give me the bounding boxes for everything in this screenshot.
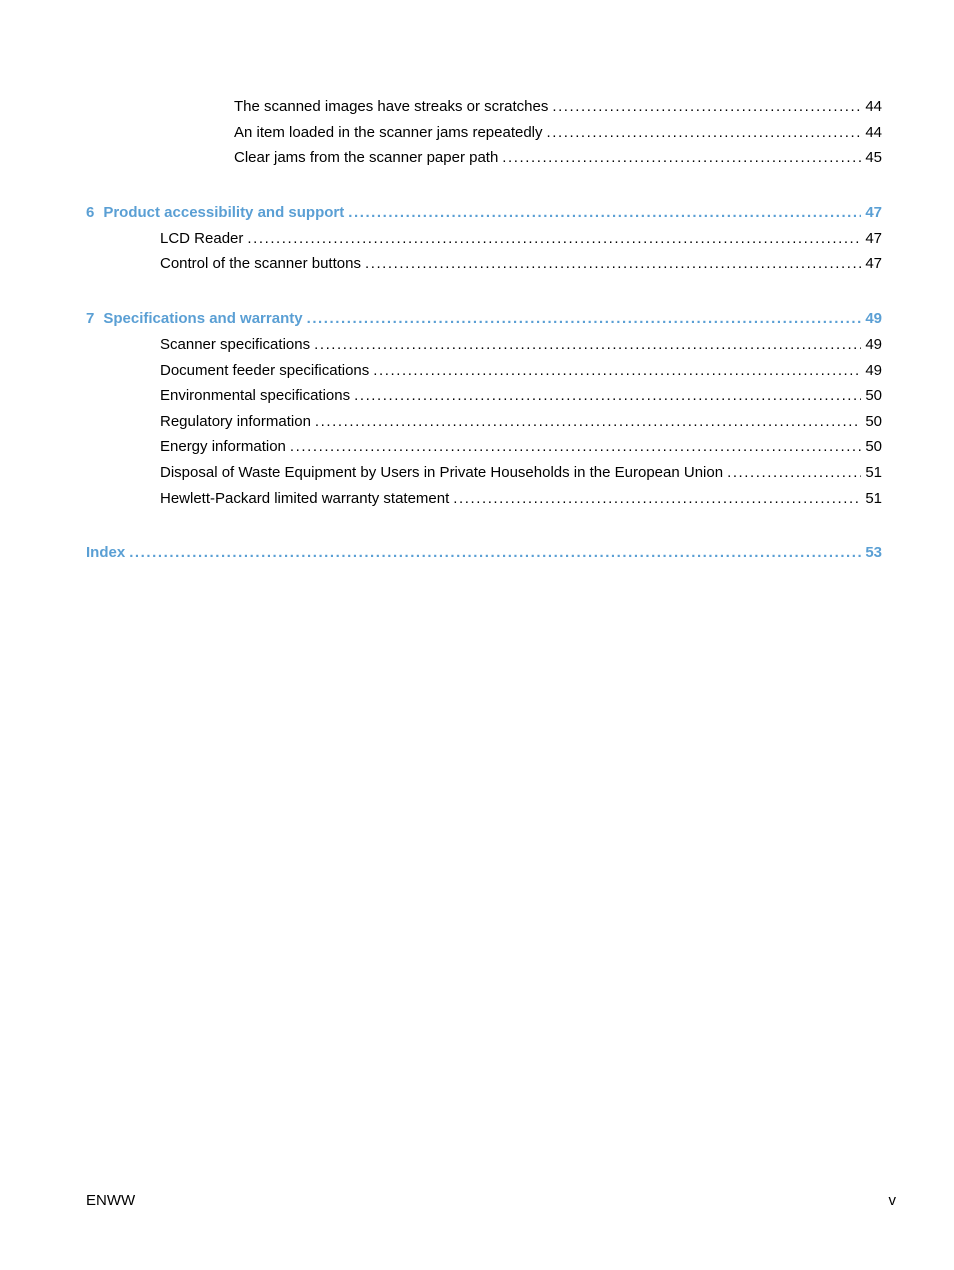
toc-chapter-6[interactable] <box>86 199 882 226</box>
toc-entry-jams-repeatedly[interactable] <box>86 120 882 146</box>
chapter-title <box>86 305 307 332</box>
toc-entry-page: 49 <box>865 335 882 353</box>
toc-entry-page: 49 <box>865 361 882 379</box>
toc-entry-title: An item loaded in the scanner jams repeatedly <box>234 120 547 146</box>
toc-entry-scanner-buttons[interactable] <box>86 251 882 277</box>
toc-entry-title: Environmental specifications <box>160 383 354 409</box>
footer-document-code: ENWW <box>86 1192 136 1209</box>
toc-entry-page: 44 <box>865 98 882 115</box>
chapter-number: 7 <box>86 309 95 327</box>
chapter-page: 49 <box>865 309 882 327</box>
dot-leader <box>727 460 861 486</box>
chapter-title-text: Product accessibility and support <box>103 203 345 221</box>
table-of-contents <box>86 94 882 566</box>
toc-entry-title: The scanned images have streaks or scratches <box>234 94 552 120</box>
chapter-title <box>86 199 348 226</box>
chapter-title-text: Specifications and warranty <box>103 309 303 327</box>
toc-entry-page: 44 <box>865 123 882 141</box>
toc-entry-title: Hewlett-Packard limited warranty statement <box>160 486 453 512</box>
footer-page-number: v <box>888 1192 896 1209</box>
toc-entry-disposal-of-waste[interactable] <box>86 460 882 486</box>
toc-entry-clear-jams[interactable] <box>86 145 882 171</box>
dot-leader <box>453 486 861 512</box>
dot-leader <box>365 251 861 277</box>
toc-entry-page: 50 <box>865 438 882 456</box>
toc-entry-title: Control of the scanner buttons <box>160 251 365 277</box>
toc-entry-page: 47 <box>865 255 882 273</box>
toc-entry-page: 50 <box>865 412 882 430</box>
toc-entry-page: 47 <box>865 229 882 247</box>
dot-leader <box>354 383 861 409</box>
dot-leader <box>547 120 862 146</box>
dot-leader <box>129 539 861 566</box>
toc-entry-environmental-specifications[interactable] <box>86 383 882 409</box>
toc-entry-page: 51 <box>865 489 882 507</box>
toc-entry-page: 50 <box>865 387 882 405</box>
toc-entry-lcd-reader[interactable] <box>86 226 882 252</box>
dot-leader <box>552 94 861 120</box>
toc-entry-title: Scanner specifications <box>160 332 314 358</box>
toc-entry-regulatory-information[interactable] <box>86 409 882 435</box>
toc-entry-page: 45 <box>865 149 882 167</box>
dot-leader <box>348 199 861 226</box>
toc-entry-warranty-statement[interactable] <box>86 486 882 512</box>
toc-entry-title: LCD Reader <box>160 226 247 252</box>
chapter-number: 6 <box>86 203 95 221</box>
dot-leader <box>307 305 862 332</box>
dot-leader <box>247 226 861 252</box>
toc-entry-energy-information[interactable] <box>86 434 882 460</box>
dot-leader <box>373 358 861 384</box>
toc-entry-title: Document feeder specifications <box>160 358 373 384</box>
dot-leader <box>290 434 861 460</box>
toc-entry-page: 51 <box>865 463 882 481</box>
index-page: 53 <box>865 544 882 562</box>
chapter-page: 47 <box>865 203 882 221</box>
toc-entry-title: Clear jams from the scanner paper path <box>234 145 502 171</box>
dot-leader <box>314 332 861 358</box>
dot-leader <box>315 409 861 435</box>
toc-entry-document-feeder-specifications[interactable] <box>86 358 882 384</box>
toc-entry-title: Regulatory information <box>160 409 315 435</box>
dot-leader <box>502 145 861 171</box>
toc-index[interactable] <box>86 539 882 566</box>
toc-entry-title: Disposal of Waste Equipment by Users in Private Households in the European Union <box>160 460 727 486</box>
toc-entry-scanner-specifications[interactable] <box>86 332 882 358</box>
toc-entry-title: Energy information <box>160 434 290 460</box>
toc-entry-streaks[interactable] <box>86 94 882 120</box>
index-title: Index <box>86 539 129 566</box>
toc-chapter-7[interactable] <box>86 305 882 332</box>
